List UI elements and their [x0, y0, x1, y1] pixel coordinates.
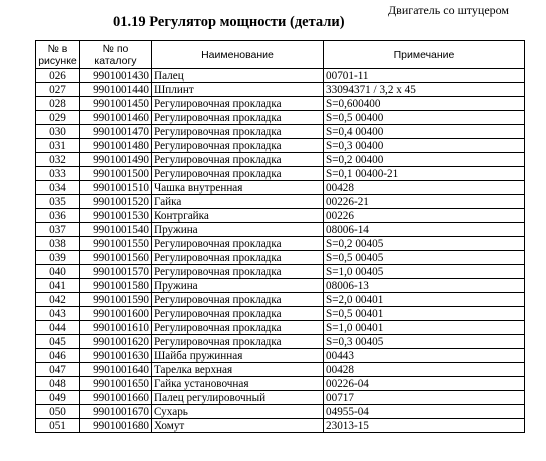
- row-figure-number: 036: [36, 209, 80, 223]
- row-name: Регулировочная прокладка: [152, 335, 324, 349]
- row-figure-number: 039: [36, 251, 80, 265]
- row-catalog-number: 9901001540: [80, 223, 152, 237]
- table-header-row: [36, 41, 525, 69]
- row-figure-number: 049: [36, 391, 80, 405]
- table-row: [36, 153, 525, 167]
- row-figure-number: 040: [36, 265, 80, 279]
- table-row: [36, 125, 525, 139]
- row-name: Регулировочная прокладка: [152, 125, 324, 139]
- table-row: [36, 265, 525, 279]
- row-figure-number: 029: [36, 111, 80, 125]
- row-note: 00226-21: [324, 195, 525, 209]
- table-row: [36, 363, 525, 377]
- row-catalog-number: 9901001570: [80, 265, 152, 279]
- row-catalog-number: 9901001490: [80, 153, 152, 167]
- table-row: [36, 83, 525, 97]
- row-note: S=0,5 00401: [324, 307, 525, 321]
- row-figure-number: 028: [36, 97, 80, 111]
- table-row: [36, 251, 525, 265]
- row-figure-number: 050: [36, 405, 80, 419]
- table-row: [36, 223, 525, 237]
- row-note: S=0,3 00405: [324, 335, 525, 349]
- row-catalog-number: 9901001650: [80, 377, 152, 391]
- row-figure-number: 048: [36, 377, 80, 391]
- row-note: 23013-15: [324, 419, 525, 433]
- row-name: Регулировочная прокладка: [152, 237, 324, 251]
- row-figure-number: 027: [36, 83, 80, 97]
- row-note: 08006-14: [324, 223, 525, 237]
- table-row: [36, 139, 525, 153]
- row-catalog-number: 9901001510: [80, 181, 152, 195]
- row-name: Хомут: [152, 419, 324, 433]
- row-note: 00443: [324, 349, 525, 363]
- row-note: 00717: [324, 391, 525, 405]
- header-name: Наименование: [152, 41, 324, 69]
- row-figure-number: 047: [36, 363, 80, 377]
- row-catalog-number: 9901001450: [80, 97, 152, 111]
- row-catalog-number: 9901001670: [80, 405, 152, 419]
- row-note: S=0,2 00400: [324, 153, 525, 167]
- row-note: S=0,5 00400: [324, 111, 525, 125]
- row-note: S=0,3 00400: [324, 139, 525, 153]
- row-figure-number: 031: [36, 139, 80, 153]
- row-name: Шплинт: [152, 83, 324, 97]
- row-name: Чашка внутренная: [152, 181, 324, 195]
- row-catalog-number: 9901001440: [80, 83, 152, 97]
- row-catalog-number: 9901001550: [80, 237, 152, 251]
- row-figure-number: 038: [36, 237, 80, 251]
- row-name: Гайка установочная: [152, 377, 324, 391]
- header-figure-number: № в рисунке: [36, 41, 80, 69]
- row-figure-number: 035: [36, 195, 80, 209]
- row-figure-number: 042: [36, 293, 80, 307]
- row-figure-number: 051: [36, 419, 80, 433]
- table-row: [36, 181, 525, 195]
- row-catalog-number: 9901001660: [80, 391, 152, 405]
- row-name: Гайка: [152, 195, 324, 209]
- row-name: Палец регулировочный: [152, 391, 324, 405]
- row-name: Регулировочная прокладка: [152, 293, 324, 307]
- table-row: [36, 111, 525, 125]
- table-row: [36, 167, 525, 181]
- row-name: Регулировочная прокладка: [152, 97, 324, 111]
- row-name: Регулировочная прокладка: [152, 321, 324, 335]
- row-catalog-number: 9901001610: [80, 321, 152, 335]
- row-name: Контргайка: [152, 209, 324, 223]
- row-catalog-number: 9901001500: [80, 167, 152, 181]
- row-note: S=0,600400: [324, 97, 525, 111]
- row-name: Тарелка верхная: [152, 363, 324, 377]
- row-catalog-number: 9901001520: [80, 195, 152, 209]
- row-name: Пружина: [152, 223, 324, 237]
- row-figure-number: 026: [36, 69, 80, 83]
- row-catalog-number: 9901001620: [80, 335, 152, 349]
- table-row: [36, 419, 525, 433]
- row-catalog-number: 9901001460: [80, 111, 152, 125]
- table-row: [36, 69, 525, 83]
- table-row: [36, 209, 525, 223]
- table-row: [36, 97, 525, 111]
- row-figure-number: 033: [36, 167, 80, 181]
- table-row: [36, 237, 525, 251]
- header-note: Примечание: [324, 41, 525, 69]
- parts-table: [35, 40, 525, 433]
- row-figure-number: 032: [36, 153, 80, 167]
- row-name: Палец: [152, 69, 324, 83]
- table-row: [36, 195, 525, 209]
- row-catalog-number: 9901001470: [80, 125, 152, 139]
- table-row: [36, 349, 525, 363]
- row-name: Регулировочная прокладка: [152, 111, 324, 125]
- row-note: 08006-13: [324, 279, 525, 293]
- row-figure-number: 043: [36, 307, 80, 321]
- row-figure-number: 046: [36, 349, 80, 363]
- page-title: 01.19 Регулятор мощности (детали): [113, 14, 345, 30]
- table-row: [36, 391, 525, 405]
- row-note: S=1,0 00405: [324, 265, 525, 279]
- row-note: 00226-04: [324, 377, 525, 391]
- row-note: 00428: [324, 363, 525, 377]
- row-note: S=0,2 00405: [324, 237, 525, 251]
- row-figure-number: 034: [36, 181, 80, 195]
- table-row: [36, 377, 525, 391]
- row-note: S=0,4 00400: [324, 125, 525, 139]
- row-name: Регулировочная прокладка: [152, 307, 324, 321]
- row-name: Регулировочная прокладка: [152, 139, 324, 153]
- table-row: [36, 321, 525, 335]
- row-name: Шайба пружинная: [152, 349, 324, 363]
- header-catalog-number: № по каталогу: [80, 41, 152, 69]
- row-catalog-number: 9901001680: [80, 419, 152, 433]
- table-body: [36, 69, 525, 433]
- table-row: [36, 335, 525, 349]
- row-name: Регулировочная прокладка: [152, 251, 324, 265]
- row-catalog-number: 9901001480: [80, 139, 152, 153]
- row-catalog-number: 9901001630: [80, 349, 152, 363]
- table-row: [36, 293, 525, 307]
- row-note: S=0,5 00405: [324, 251, 525, 265]
- row-note: S=1,0 00401: [324, 321, 525, 335]
- row-catalog-number: 9901001560: [80, 251, 152, 265]
- row-note: 00701-11: [324, 69, 525, 83]
- document-subtitle: Двигатель со штуцером: [388, 3, 510, 17]
- row-name: Регулировочная прокладка: [152, 153, 324, 167]
- row-note: 00428: [324, 181, 525, 195]
- row-catalog-number: 9901001640: [80, 363, 152, 377]
- row-note: 04955-04: [324, 405, 525, 419]
- row-note: S=0,1 00400-21: [324, 167, 525, 181]
- row-name: Сухарь: [152, 405, 324, 419]
- row-name: Регулировочная прокладка: [152, 167, 324, 181]
- row-figure-number: 044: [36, 321, 80, 335]
- row-figure-number: 030: [36, 125, 80, 139]
- table-row: [36, 307, 525, 321]
- row-figure-number: 037: [36, 223, 80, 237]
- row-figure-number: 041: [36, 279, 80, 293]
- row-catalog-number: 9901001590: [80, 293, 152, 307]
- table-row: [36, 405, 525, 419]
- row-catalog-number: 9901001430: [80, 69, 152, 83]
- row-note: 33094371 / 3,2 x 45: [324, 83, 525, 97]
- row-note: S=2,0 00401: [324, 293, 525, 307]
- row-catalog-number: 9901001600: [80, 307, 152, 321]
- table-row: [36, 279, 525, 293]
- row-catalog-number: 9901001530: [80, 209, 152, 223]
- row-figure-number: 045: [36, 335, 80, 349]
- row-name: Пружина: [152, 279, 324, 293]
- row-name: Регулировочная прокладка: [152, 265, 324, 279]
- row-note: 00226: [324, 209, 525, 223]
- row-catalog-number: 9901001580: [80, 279, 152, 293]
